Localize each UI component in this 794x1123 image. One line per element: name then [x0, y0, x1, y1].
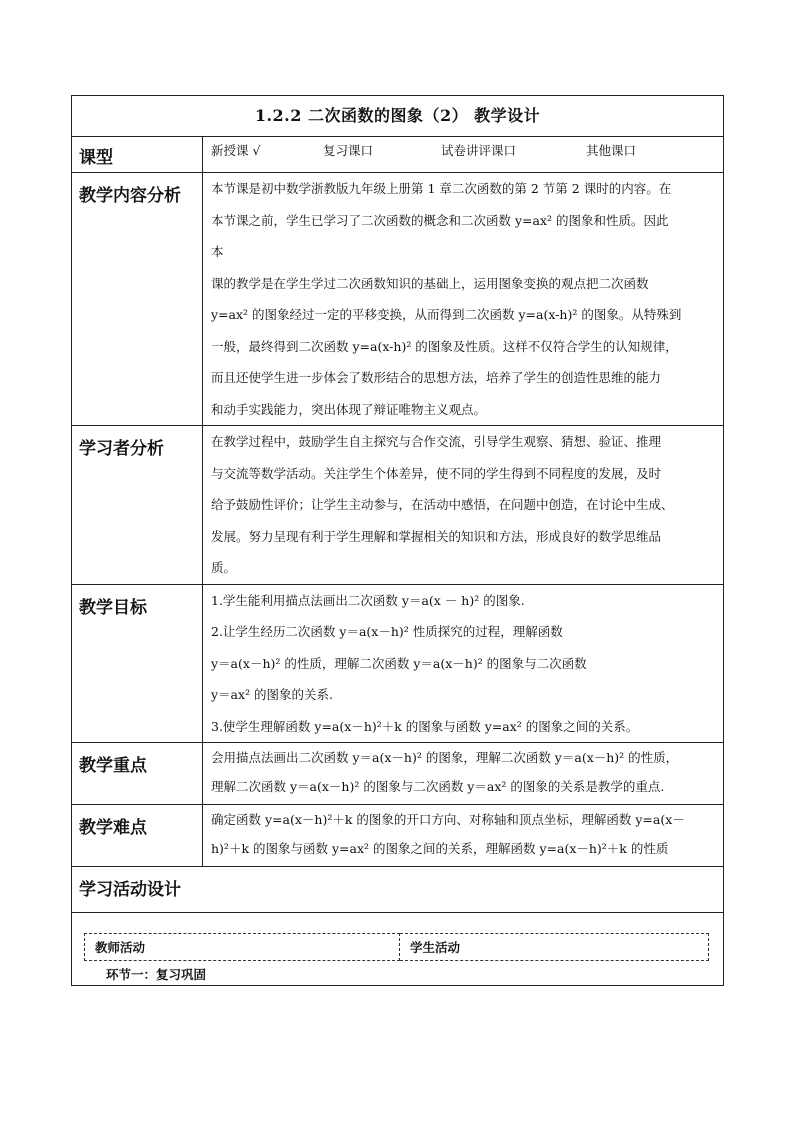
text-line: 和动手实践能力，突出体现了辩证唯物主义观点。: [211, 401, 487, 417]
option-review-lesson: 复习课口: [323, 143, 374, 158]
option-exam-review-lesson: 试卷讲评课口: [441, 143, 517, 158]
text-line: 质。: [211, 560, 237, 575]
text-line: 一般，最终得到二次函数 y=a(x-h)² 的图象及性质。这样不仅符合学生的认知规律，: [211, 338, 678, 354]
text-line: 与交流等数学活动。关注学生个体差异，使不同的学生得到不同程度的发展，及时: [211, 465, 662, 481]
objectives-label: 教学目标: [72, 584, 203, 743]
key-points-row: [72, 743, 724, 805]
activity-table: [84, 933, 709, 961]
activity-design-label: 学习活动设计: [72, 867, 724, 913]
text-line: 给予鼓励性评价；让学生主动参与，在活动中感悟，在问题中创造，在讨论中生成、: [211, 497, 674, 512]
content-analysis-text: [203, 173, 724, 426]
text-line: 本节课是初中数学浙教版九年级上册第 1 章二次函数的第 2 节第 2 课时的内容。在: [211, 181, 672, 196]
text-line: 在教学过程中，鼓励学生自主探究与合作交流，引导学生观察、猜想、验证、推理: [211, 434, 662, 449]
key-points-label: 教学重点: [72, 743, 203, 805]
text-line: 1.学生能利用描点法画出二次函数 y＝a(x － h)² 的图象.: [211, 592, 525, 608]
title-row: [72, 96, 724, 137]
text-line: 而且还使学生进一步体会了数形结合的思想方法，培养了学生的创造性思维的能力: [211, 370, 662, 385]
lesson-plan-document: [71, 95, 723, 986]
activity-design-row: [72, 867, 724, 913]
lesson-plan-table: [71, 95, 724, 986]
text-line: 课的教学是在学生学过二次函数知识的基础上，运用图象变换的观点把二次函数: [211, 275, 649, 291]
learner-analysis-label: 学习者分析: [72, 426, 203, 585]
text-line: 理解二次函数 y＝a(x－h)² 的图象与二次函数 y＝ax² 的图象的关系是教学的重点.: [211, 779, 665, 794]
key-points-text: [203, 743, 724, 805]
activity-table-row: [72, 913, 724, 986]
objectives-row: [72, 584, 724, 743]
text-line: 本节课之前，学生已学习了二次函数的概念和二次函数 y=ax² 的图象和性质。因此: [211, 212, 669, 228]
content-analysis-row: [72, 173, 724, 426]
difficulties-text: [203, 805, 724, 867]
content-analysis-label: 教学内容分析: [72, 173, 203, 426]
lesson-type-options: [203, 137, 724, 173]
activity-header-row: [85, 934, 709, 961]
text-line: 发展。努力呈现有利于学生理解和掌握相关的知识和方法，形成良好的数学思维品: [211, 528, 662, 544]
stage-one-heading: 环节一：复习巩固: [106, 967, 207, 982]
lesson-type-row: [72, 137, 724, 173]
text-line: 本: [211, 244, 224, 259]
learner-analysis-row: [72, 426, 724, 585]
activity-table-wrapper: [72, 913, 723, 961]
document-title: 1.2.2 二次函数的图象（2） 教学设计: [72, 96, 724, 137]
difficulties-row: [72, 805, 724, 867]
student-activity-header: 学生活动: [400, 934, 709, 961]
option-other-lesson: 其他课口: [586, 143, 637, 158]
lesson-type-label: 课型: [72, 137, 203, 173]
objectives-text: [203, 584, 724, 743]
text-line: y=ax² 的图象经过一定的平移变换，从而得到二次函数 y=a(x-h)² 的图象。从特殊到: [211, 307, 682, 322]
text-line: 3.使学生理解函数 y=a(x－h)²＋k 的图象与函数 y=ax² 的图象之间的关系。: [211, 718, 639, 734]
text-line: y＝a(x－h)² 的性质，理解二次函数 y＝a(x－h)² 的图象与二次函数: [211, 655, 587, 671]
learner-analysis-text: [203, 426, 724, 585]
text-line: 确定函数 y=a(x－h)²＋k 的图象的开口方向、对称轴和顶点坐标，理解函数 y=a(x－: [211, 812, 685, 827]
text-line: 会用描点法画出二次函数 y＝a(x－h)² 的图象，理解二次函数 y＝a(x－h)² 的性质，: [211, 750, 679, 765]
text-line: 2.让学生经历二次函数 y＝a(x－h)² 性质探究的过程，理解函数: [211, 624, 563, 639]
teacher-activity-header: 教师活动: [85, 934, 400, 961]
text-line: y＝ax² 的图象的关系.: [211, 687, 334, 702]
difficulties-label: 教学难点: [72, 805, 203, 867]
text-line: h)²＋k 的图象与函数 y=ax² 的图象之间的关系，理解函数 y=a(x－h)²＋k 的性质: [211, 841, 669, 856]
option-new-lesson: 新授课 √: [211, 143, 261, 158]
